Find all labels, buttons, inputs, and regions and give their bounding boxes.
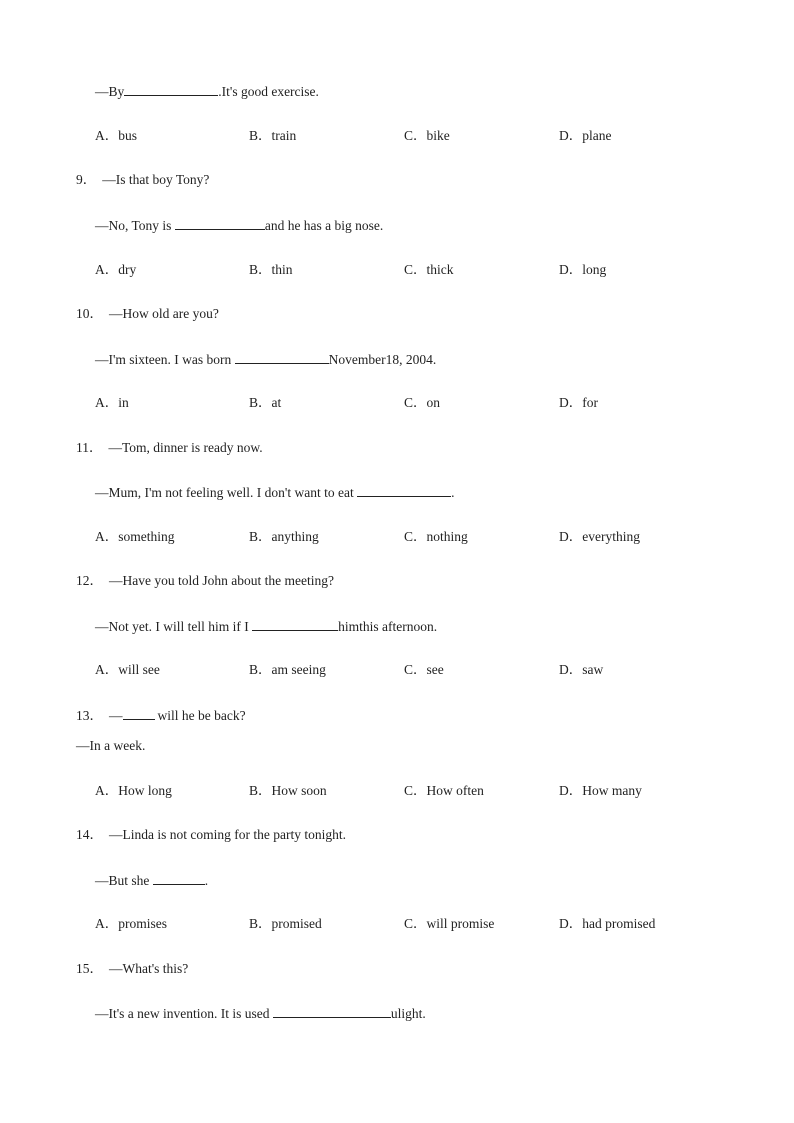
q14-blank[interactable] — [153, 871, 205, 885]
q15-number: 15． — [76, 961, 103, 976]
q9-answer-line — [95, 216, 383, 235]
q12-answer-after: himthis afternoon. — [338, 619, 438, 634]
q8-blank[interactable] — [124, 82, 218, 96]
q11-question — [76, 439, 263, 457]
q15-answer-after: ulight. — [390, 1006, 426, 1021]
q10-number: 10． — [76, 306, 103, 321]
q13-answer: —In a week. — [76, 738, 146, 753]
q9-answer-after: and he has a big nose. — [264, 218, 384, 233]
q8-option-b[interactable]: B．train — [249, 128, 297, 143]
q10-option-b[interactable]: B．at — [249, 395, 282, 410]
q11-option-a[interactable]: A．something — [95, 529, 175, 544]
q9-option-c[interactable]: C．thick — [404, 262, 454, 277]
q10-option-c[interactable]: C．on — [404, 395, 441, 410]
q14-option-c[interactable]: C．will promise — [404, 916, 495, 931]
q11-option-b[interactable]: B．anything — [249, 529, 319, 544]
q11-question-text: —Tom, dinner is ready now. — [108, 440, 263, 455]
q13-blank[interactable] — [123, 706, 155, 720]
q14-answer-before: —But she — [95, 873, 153, 888]
q14-option-b[interactable]: B．promised — [249, 916, 322, 931]
q10-question-text: —How old are you? — [109, 306, 219, 321]
q13-question-after: will he be back? — [157, 708, 246, 723]
q10-option-a[interactable]: A．in — [95, 395, 129, 410]
q9-number: 9． — [76, 172, 97, 187]
q8-answer-after: .It's good exercise. — [218, 84, 319, 99]
q15-question-text: —What's this? — [109, 961, 189, 976]
q10-option-d[interactable]: D．for — [559, 395, 598, 410]
q11-option-c[interactable]: C．nothing — [404, 529, 468, 544]
q13-option-b[interactable]: B．How soon — [249, 783, 327, 798]
q12-option-d[interactable]: D．saw — [559, 662, 604, 677]
q11-answer-after: . — [451, 485, 455, 500]
q15-answer-line — [95, 1004, 426, 1023]
q8-option-d[interactable]: D．plane — [559, 128, 612, 143]
q13-option-a[interactable]: A．How long — [95, 783, 172, 798]
q13-option-c[interactable]: C．How often — [404, 783, 484, 798]
q8-answer-before: —By — [95, 84, 125, 99]
q9-question-text: —Is that boy Tony? — [102, 172, 210, 187]
q13-question-before: — — [109, 708, 123, 723]
q9-option-d[interactable]: D．long — [559, 262, 607, 277]
q14-option-a[interactable]: A．promises — [95, 916, 167, 931]
q15-blank[interactable] — [273, 1004, 391, 1018]
q14-answer-after: . — [204, 873, 209, 888]
q13-number: 13． — [76, 708, 103, 723]
q9-answer-before: —No, Tony is — [95, 218, 175, 233]
q12-question — [76, 572, 334, 590]
q12-option-b[interactable]: B．am seeing — [249, 662, 326, 677]
q12-answer-before: —Not yet. I will tell him if I — [95, 619, 253, 634]
q14-option-d[interactable]: D．had promised — [559, 916, 656, 931]
q12-number: 12． — [76, 573, 103, 588]
q10-question — [76, 305, 219, 323]
q12-blank[interactable] — [252, 617, 338, 631]
q11-blank[interactable] — [357, 483, 451, 497]
q10-answer-after: November18, 2004. — [328, 352, 437, 367]
q8-option-a[interactable]: A．bus — [95, 128, 138, 143]
q9-option-b[interactable]: B．thin — [249, 262, 293, 277]
q11-answer-before: —Mum, I'm not feeling well. I don't want to eat — [95, 485, 358, 500]
q15-question — [76, 960, 188, 978]
q15-answer-before: —It's a new invention. It is used — [95, 1006, 273, 1021]
q14-question-text: —Linda is not coming for the party tonight. — [109, 827, 346, 842]
q8-option-c[interactable]: C．bike — [404, 128, 450, 143]
q12-answer-line — [95, 617, 437, 636]
q8-answer-line — [95, 82, 319, 101]
q11-option-d[interactable]: D．everything — [559, 529, 640, 544]
q14-number: 14． — [76, 827, 103, 842]
q12-question-text: —Have you told John about the meeting? — [109, 573, 334, 588]
q9-question — [76, 171, 209, 189]
q9-blank[interactable] — [175, 216, 265, 230]
q13-question — [76, 706, 246, 725]
q14-question — [76, 826, 346, 844]
q9-option-a[interactable]: A．dry — [95, 262, 137, 277]
q11-number: 11． — [76, 440, 103, 455]
q14-answer-line — [95, 871, 208, 890]
q10-answer-before: —I'm sixteen. I was born — [95, 352, 235, 367]
q10-blank[interactable] — [235, 350, 329, 364]
q12-option-a[interactable]: A．will see — [95, 662, 160, 677]
q11-answer-line — [95, 483, 454, 502]
q10-answer-line — [95, 350, 436, 369]
q12-option-c[interactable]: C．see — [404, 662, 444, 677]
q13-option-d[interactable]: D．How many — [559, 783, 642, 798]
